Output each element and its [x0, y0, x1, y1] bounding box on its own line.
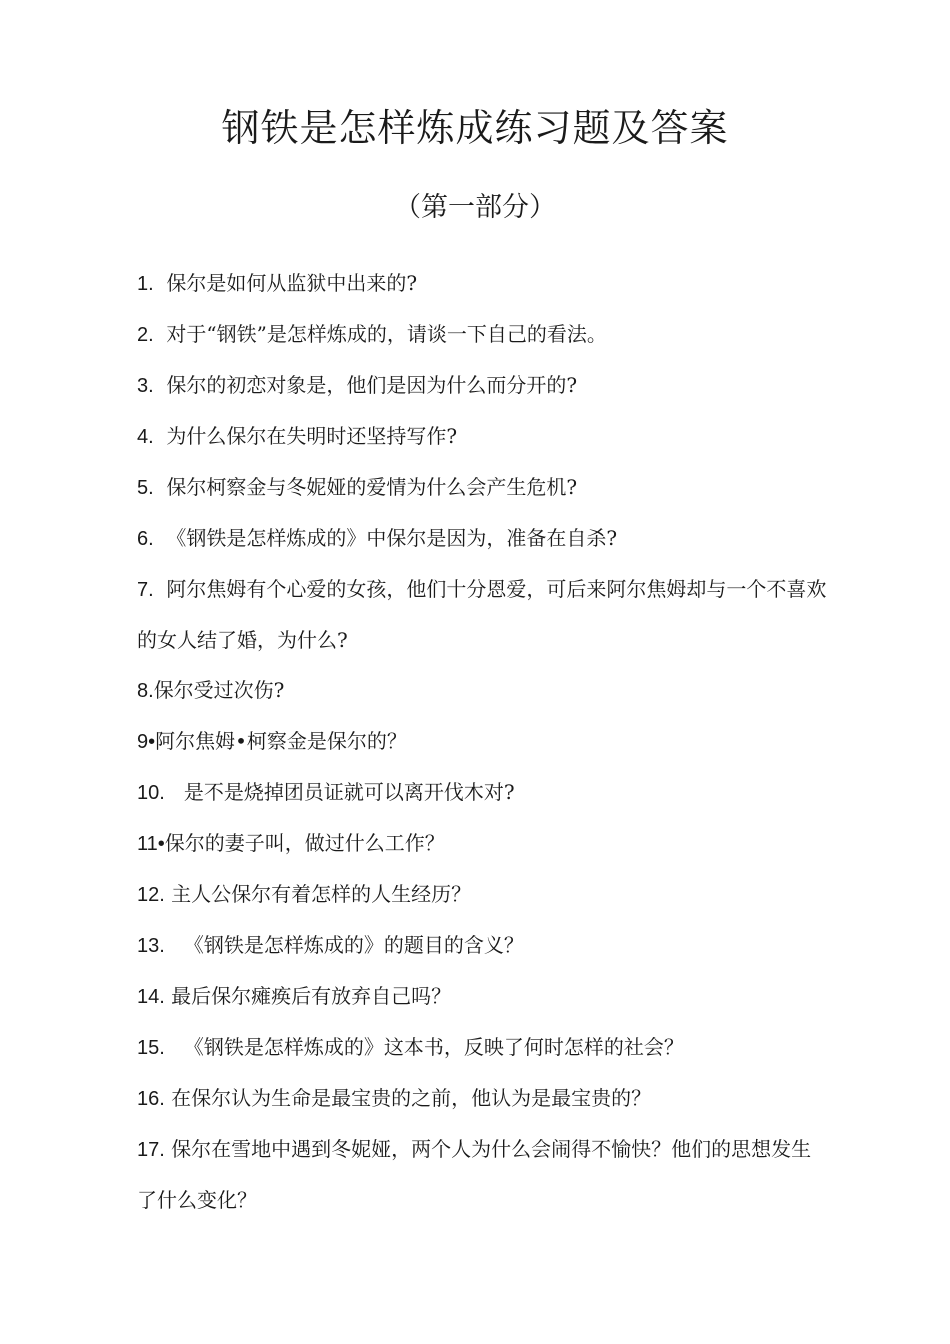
question-item: 11•保尔的妻子叫，做过什么工作？: [137, 831, 445, 855]
question-item: 17. 保尔在雪地中遇到冬妮娅，两个人为什么会闹得不愉快？他们的思想发生了什么变化？: [137, 1137, 812, 1212]
question-item: 16. 在保尔认为生命是最宝贵的之前，他认为是最宝贵的？: [137, 1086, 652, 1110]
question-item: 7. 阿尔焦姆有个心爱的女孩，他们十分恩爱，可后来阿尔焦姆却与一个不喜欢的女人结了婚，为什么?: [137, 577, 827, 652]
question-item: 12. 主人公保尔有着怎样的人生经历？: [137, 882, 472, 906]
question-item: 9•阿尔焦姆•柯察金是保尔的？: [137, 729, 407, 753]
question-item: 14. 最后保尔瘫痪后有放弃自己吗？: [137, 984, 452, 1008]
question-item: 10. 是不是烧掉团员证就可以离开伐木对?: [137, 780, 515, 804]
question-item: 13. 《钢铁是怎样炼成的》的题目的含义？: [137, 933, 524, 957]
question-item: 2. 对于“钢铁”是怎样炼成的，请谈一下自己的看法。: [137, 322, 607, 346]
section-subtitle: （第一部分）: [394, 192, 556, 223]
question-item: 3. 保尔的初恋对象是，他们是因为什么而分开的?: [137, 373, 578, 397]
question-item: 15. 《钢铁是怎样炼成的》这本书，反映了何时怎样的社会？: [137, 1035, 684, 1059]
question-item: 5. 保尔柯察金与冬妮娅的爱情为什么会产生危机?: [137, 475, 578, 499]
page-title: 钢铁是怎样炼成练习题及答案: [221, 106, 729, 150]
question-item: 1. 保尔是如何从监狱中出来的?: [137, 271, 418, 295]
question-item: 8.保尔受过次伤?: [137, 678, 285, 702]
question-item: 6. 《钢铁是怎样炼成的》中保尔是因为，准备在自杀?: [137, 526, 618, 550]
question-item: 4. 为什么保尔在失明时还坚持写作?: [137, 424, 458, 448]
question-list: [137, 258, 827, 1225]
